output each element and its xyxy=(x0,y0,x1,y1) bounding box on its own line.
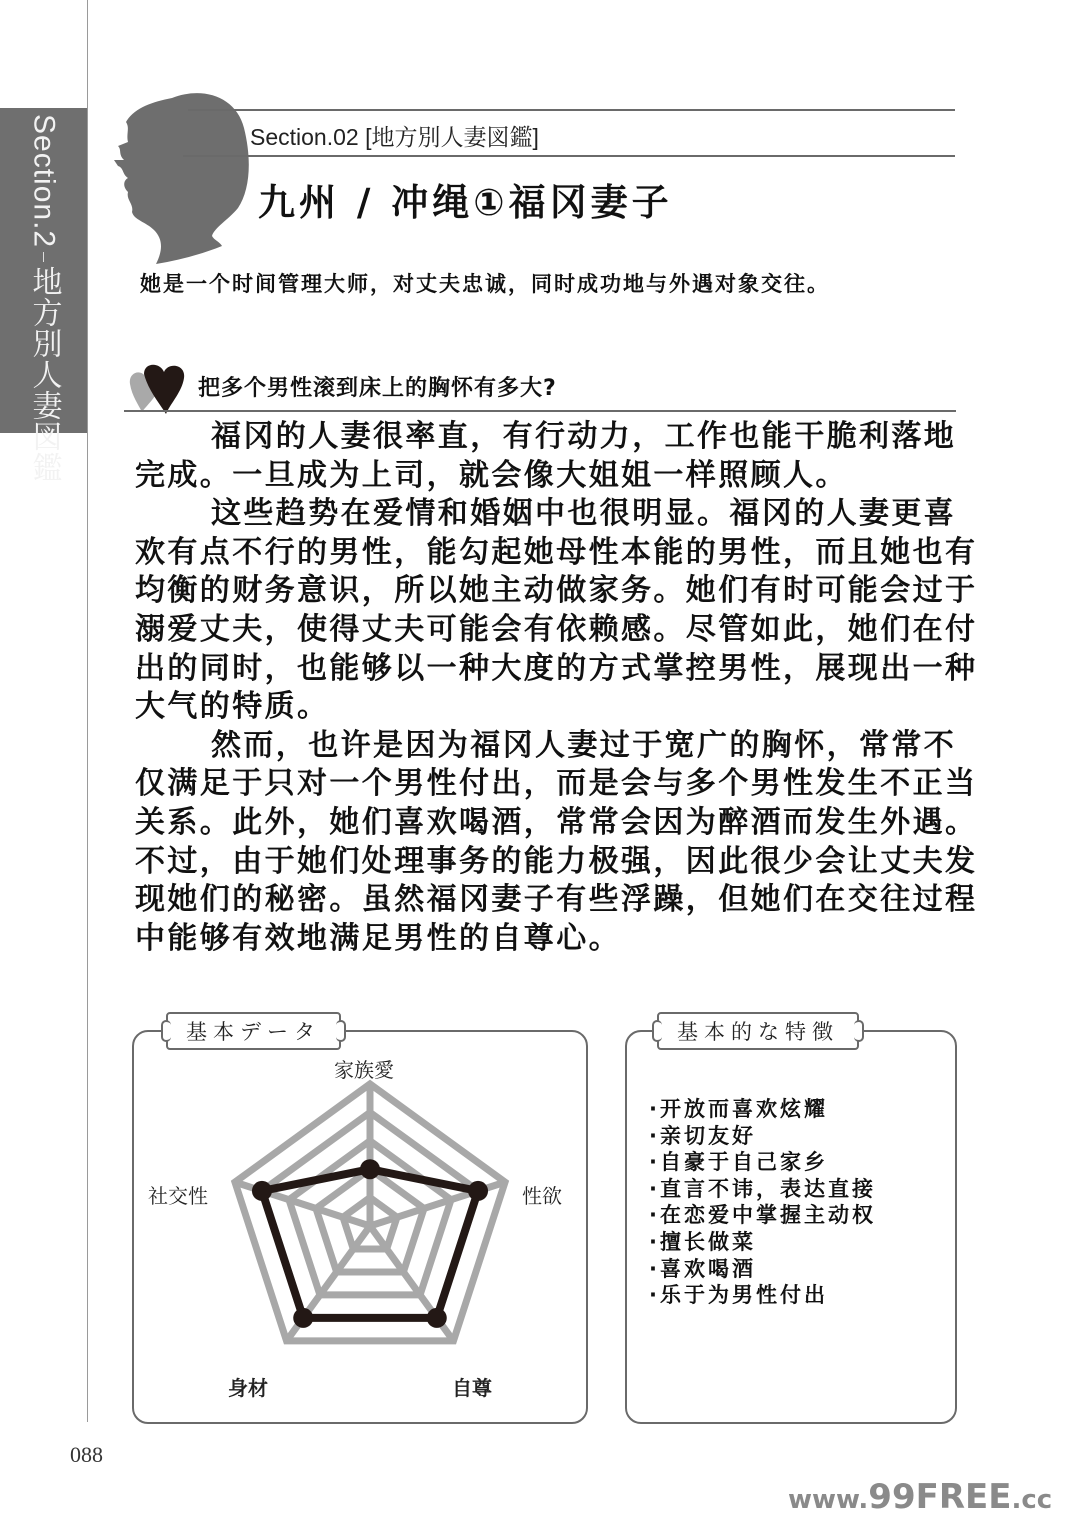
trait-item: ·开放而喜欢炫耀 xyxy=(649,1097,828,1121)
watermark-prefix: www. xyxy=(788,1485,869,1515)
side-tab-section-title: 地方別人妻図鑑 xyxy=(26,266,62,484)
page-margin-line xyxy=(87,0,88,1422)
traits-list xyxy=(649,1096,876,1309)
trait-item: ·亲切友好 xyxy=(649,1123,756,1148)
lead-text: 她是一个时间管理大师，对丈夫忠诚，同时成功地与外遇对象交往。 xyxy=(140,272,830,296)
hearts-icon xyxy=(126,364,188,414)
body-paragraph: 这些趋势在爱情和婚姻中也很明显。福冈的人妻更喜欢有点不行的男性，能勾起她母性本能的男性，而且她也有均衡的财务意识，所以她主动做家务。她们有时可能会过于溺爱丈夫，使得丈夫可能会有依赖感。尽管如此，她们在付出的同时，也能够以一种大度的方式掌控男性，展现出一种大气的特质。 xyxy=(135,496,978,725)
trait-item: ·在恋爱中掌握主动权 xyxy=(649,1203,876,1228)
side-tab-text xyxy=(22,114,66,483)
body-paragraph: 福冈的人妻很率直，有行动力，工作也能干脆利落地完成。一旦成为上司，就会像大姐姐一样照顾人。 xyxy=(135,419,957,493)
subheading-rule xyxy=(124,410,956,412)
axis-label-family-love: 家族愛 xyxy=(334,1058,394,1082)
woman-silhouette-icon xyxy=(110,88,260,266)
axis-label-libido: 性欲 xyxy=(522,1184,562,1208)
section-side-tab xyxy=(0,108,87,484)
basic-data-panel-title: 基本データ xyxy=(166,1012,341,1050)
axis-label-sociability: 社交性 xyxy=(148,1184,208,1208)
page-number: 088 xyxy=(70,1442,103,1467)
side-tab-separator xyxy=(43,252,44,262)
watermark-brand: 99FREE xyxy=(868,1477,1012,1517)
page-title: 九州 / 冲绳①福冈妻子 xyxy=(258,181,673,224)
radar-data-point xyxy=(468,1181,488,1201)
body-paragraph: 然而，也许是因为福冈人妻过于宽广的胸怀，常常不仅满足于只对一个男性付出，而是会与多个男性发生不正当关系。此外，她们喜欢喝酒，常常会因为醉酒而发生外遇。不过，由于她们处理事务的能力极强，因此很少会让丈夫发现她们的秘密。虽然福冈妻子有些浮躁，但她们在交往过程中能够有效地满足男性的自尊心。 xyxy=(135,727,978,956)
radar-data-point xyxy=(293,1308,313,1328)
section-label: Section.02 [地方別人妻図鑑] xyxy=(250,124,539,150)
side-tab-section-label: Section.2 xyxy=(27,114,61,249)
radar-data-point xyxy=(360,1159,380,1179)
axis-label-figure: 身材 xyxy=(228,1376,268,1400)
traits-panel xyxy=(625,1020,957,1424)
header-bottom-rule xyxy=(183,155,955,157)
body-text xyxy=(135,418,985,958)
basic-data-panel xyxy=(132,1020,588,1424)
trait-item: ·自豪于自己家乡 xyxy=(649,1150,828,1175)
trait-item: ·喜欢喝酒 xyxy=(649,1256,756,1281)
axis-label-self-esteem: 自尊 xyxy=(452,1376,492,1400)
traits-panel-title: 基本的な特徴 xyxy=(657,1012,859,1050)
trait-item: ·擅长做菜 xyxy=(649,1229,756,1254)
trait-item: ·直言不讳，表达直接 xyxy=(649,1176,876,1201)
radar-data-point xyxy=(252,1181,272,1201)
watermark xyxy=(788,1477,1052,1517)
radar-chart xyxy=(134,1032,586,1422)
trait-item: ·乐于为男性付出 xyxy=(649,1283,828,1308)
subheading: 把多个男性滚到床上的胸怀有多大? xyxy=(198,376,557,401)
header-top-rule xyxy=(188,109,955,111)
watermark-suffix: .cc xyxy=(1011,1485,1053,1515)
radar-data-point xyxy=(427,1308,447,1328)
